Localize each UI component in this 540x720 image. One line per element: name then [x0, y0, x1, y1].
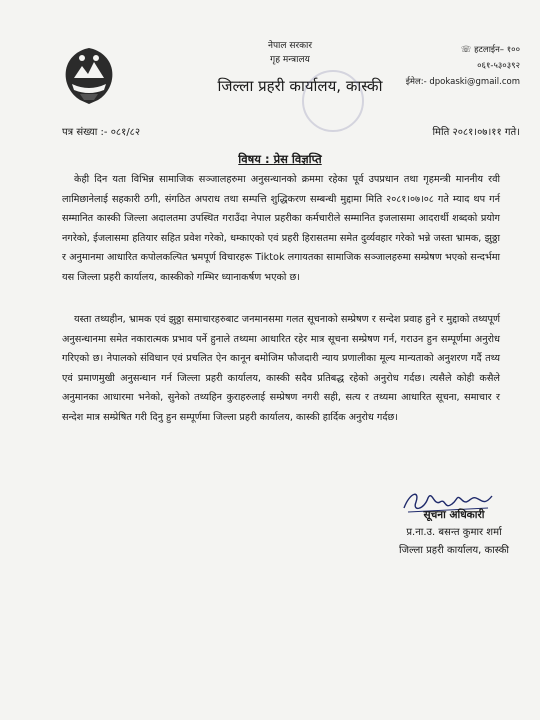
contact-fax: ०६१-५३०३९२ — [477, 61, 520, 71]
letter-date: मिति २०८१।०७।११ गते। — [432, 127, 520, 138]
body-paragraph-2: यस्ता तथ्यहीन, भ्रामक एवं झुठ्ठा समाचारहरुबाट जनमानसमा गलत सूचनाको सम्प्रेषण र सन्देश प्रवाह हुने र मुद्दाको तथ्यपूर्ण अनुसन्धानमा समेत नकारात्मक प्रभाव पर्ने हुनाले तथ्यमा आधारित रहेर मात्र सूचना सम्प्रेषण गर्न, गराउन हुन सम्पूर्णमा अनुरोध गरिएको छ। नेपालको संविधान एवं प्रचलित ऐन कानून बमोजिम फौजदारी न्याय प्रणालीका मूल्य मान्यताको अनुशरण गर्दै तथ्य एवं प्रमाणमुखी अनुसन्धान गर्न जिल्ला प्रहरी कार्यालय, कास्की सदैव प्रतिबद्ध रहेको अनुरोध गर्दछ। त्यसैले कोही कसैले अनुमानका आधारमा भनेको, सुनेको तथ्यहिन कुराहरुलाई सम्प्रेषण नगरी सही, सत्य र तथ्यमा आधारित सूचना, समाचार र सन्देश मात्र सम्प्रेषित गरी दिनु हुन सम्पूर्णमा जिल्ला प्रहरी कार्यालय, कास्की हार्दिक अनुरोध गर्दछ। — [62, 314, 500, 423]
subject-line — [0, 152, 540, 167]
signatory-name: प्र.ना.उ. बसन्त कुमार शर्मा — [406, 527, 502, 538]
reference-number: पत्र संख्या :- ०८१/८२ — [62, 127, 141, 138]
signatory-block — [394, 506, 514, 560]
contact-phone: ☏ हटलाईन– १०० — [460, 45, 520, 55]
body-paragraph-1: केही दिन यता विभिन्न सामाजिक सञ्जालहरुमा अनुसन्धानको क्रममा रहेका पूर्व उपप्रधान तथा गृहमन्त्री माननीय रवी लामिछानेलाई सहकारी ठगी, संगठित अपराध तथा सम्पत्ति शुद्धिकरण सम्बन्धी मुद्दामा मिति २०८१।०७।०८ गते म्याद थप गर्न सम्मानित कास्की जिल्ला अदालतमा उपस्थित गराउँदा नेपाल प्रहरीका कर्मचारीले सम्मानित इजलासमा आदरार्थी शब्दको प्रयोग नगरेको, ईजलासमा हतियार सहित प्रवेश गरेको, धम्काएको एवं प्रहरी हिरासतमा समेत दुर्व्यवहार गरेको भन्ने जस्ता भ्रामक, झुठ्ठा र अनुमानमा आधारित कपोलकल्पित भ्रमपूर्ण विचारहरू Tiktok लगायतका सामाजिक सञ्जालहरुमा सम्प्रेषण भएको सन्दर्भमा यस जिल्ला प्रहरी कार्यालय, कास्कीको गम्भिर ध्यानाकर्षण भएको छ। — [62, 174, 500, 283]
contact-email: ईमेल:- dpokaski@gmail.com — [405, 77, 520, 87]
signatory-title: सूचना अधिकारी — [423, 509, 485, 521]
office-seal — [302, 70, 364, 132]
signatory-office: जिल्ला प्रहरी कार्यालय, कास्की — [399, 545, 509, 556]
ministry-line-1: नेपाल सरकार — [267, 41, 313, 51]
office-title: जिल्ला प्रहरी कार्यालय, कास्की — [217, 77, 383, 95]
subject-text: विषय : प्रेस विज्ञप्ति — [238, 152, 322, 166]
ministry-line-2: गृह मन्त्रालय — [270, 55, 310, 65]
